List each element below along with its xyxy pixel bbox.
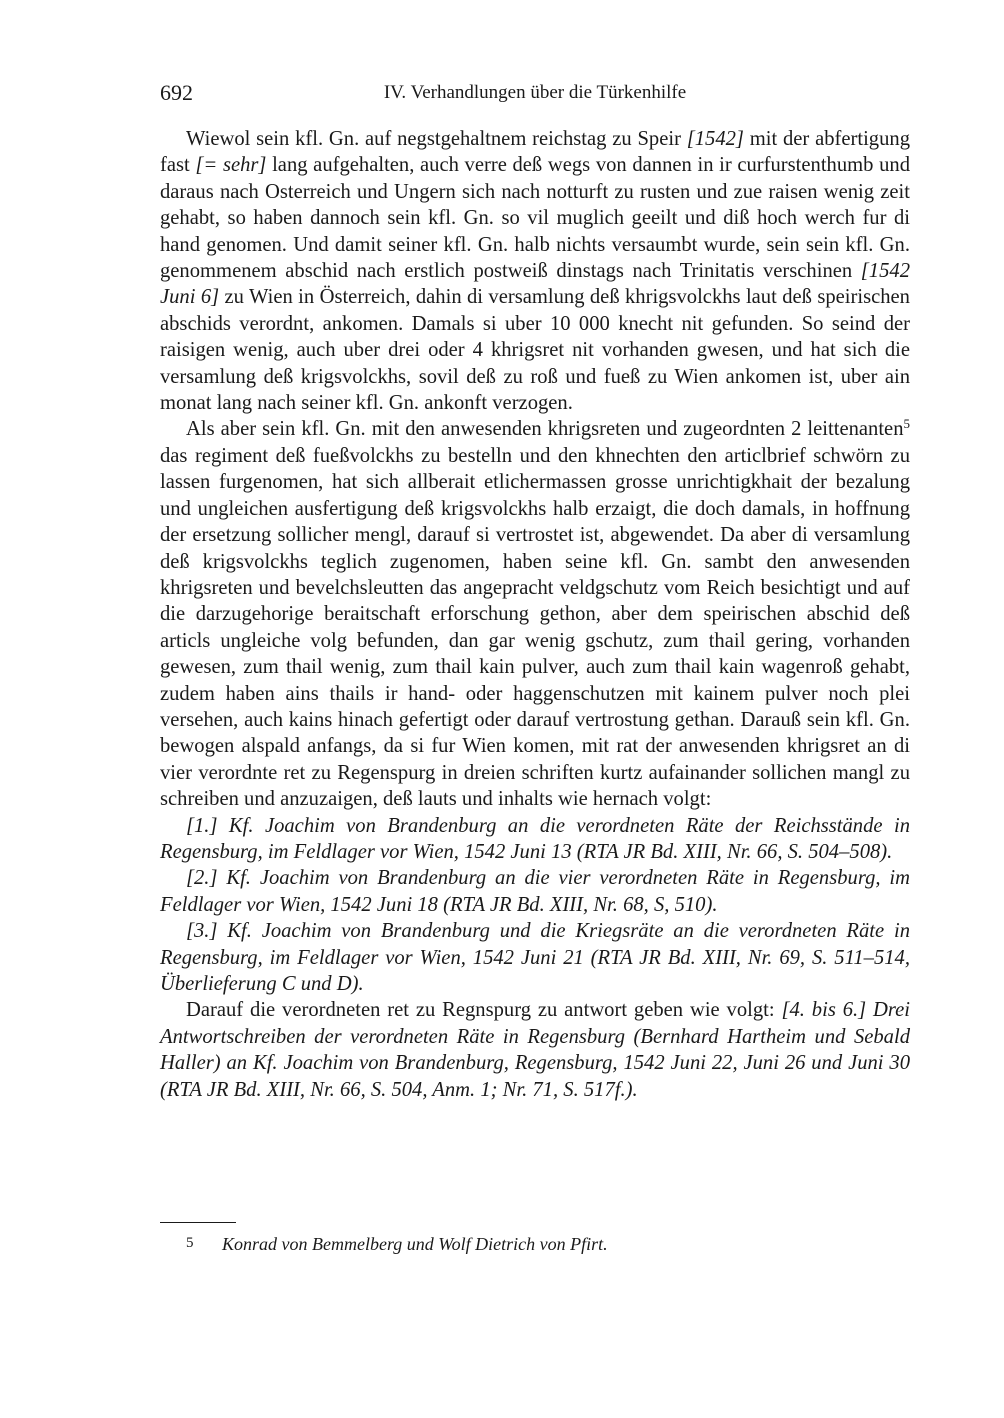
editorial-insert: [4. bis 6.] Drei Antwortschreiben der verordneten Räte in Regensburg (Bernhard Hartheim und Sebald Haller) an Kf. Joachim von Brandenburg, Regensburg, 1542 Juni 22, Juni 26 und Juni 30 (RTA JR Bd. XIII, Nr. 66, S. 504, Anm. 1; Nr. 71, S. 517f.).: [160, 999, 911, 1101]
paragraph-2: [160, 416, 910, 812]
text-run: mit der abfertigung fast: [160, 128, 910, 177]
footnote-5: [160, 1231, 910, 1256]
page-header: [160, 80, 910, 110]
editorial-insert: [1542]: [686, 128, 744, 150]
text-run: zu Wien in Österreich, dahin di versamlung deß khrigsvolckhs laut deß speirischen abschids verordnt, ankomen. Damals si uber 10 000 knecht nit gefunden. So seind der raisigen wenig, auch uber drei oder 4 khrigsret nit vorhanden gwesen, und hat sich die versamlung deß krigsvolckhs, sovil deß zu roß und fueß zu Wien ankomen ist, uber ain monat lang nach seiner kfl. Gn. ankonft verzogen.: [160, 286, 910, 415]
footnote-text: Konrad von Bemmelberg und Wolf Dietrich von Pfirt.: [222, 1234, 608, 1254]
text-run: Als aber sein kfl. Gn. mit den anwesenden khrigsreten und zugeordnten 2 leittenanten: [186, 418, 904, 441]
page-number: 692: [160, 80, 193, 105]
document-reference-1: [1.] Kf. Joachim von Brandenburg an die verordneten Räte der Reichsstände in Regensburg, im Feldlager vor Wien, 1542 Juni 13 (RTA JR Bd. XIII, Nr. 66, S. 504–508).: [160, 814, 910, 863]
text-run: das regiment deß fueßvolckhs zu bestelln und den khnechten den articlbrief schwörn zu lassen furgenomen, hat sich allberait etlichermassen grosse unrichtigkhait der bezalung und ungleichen ausfertigung deß krigsvolckhs halb erzaigt, die doch damals, in hoffnung der ersetzung sollicher mengl, darauf si vertrostet ist, abgewendet. Da aber di versamlung deß krigsvolckhs teglich zugenomen, haben seine kfl. Gn. sambt den anwesenden khrigsreten und bevelchsleutten das angepracht veldgschutz vom Reich besichtigt und auf die darzugehorige beraitschaft erforschung gethon, aber dem speirischen abschid deß articls ungleiche volg befunden, dan gar wenig gschutz, zum thail gering, vorhanden gewesen, zum thail wenig, zum thail kain pulver, auch zum thail kain wagenroß gehabt, zudem haben ains thails ir hand- oder haggenschutzen mit kainem pulver noch plei versehen, auch kains hinach gefertigt oder darauf vertrostung gethan. Darauß sein kfl. Gn. bewogen alspald anfangs, da si fur Wien komen, mit rat der anwesenden khrigsret an di vier verordnte ret zu Regenspurg in dreien schriften kurtz aufainander sollichen mangl zu schreiben und anzuzaigen, deß lauts und inhalts wie hernach volgt:: [160, 444, 910, 811]
editorial-insert: [1542 Juni 6]: [160, 260, 910, 309]
text-run: Wiewol sein kfl. Gn. auf negstgehaltnem reichstag zu Speir: [186, 128, 687, 150]
footnote-number: 5: [186, 1235, 194, 1251]
footnotes: [160, 1222, 910, 1256]
page: [160, 80, 910, 1103]
document-reference-3: [3.] Kf. Joachim von Brandenburg und die Kriegsräte an die verordneten Räte in Regensburg, im Feldlager vor Wien, 1542 Juni 21 (RTA JR Bd. XIII, Nr. 69, S. 511–514, Überlieferung C und D).: [160, 920, 910, 995]
footnote-rule: [160, 1222, 236, 1223]
running-head: IV. Verhandlungen über die Türkenhilfe: [383, 82, 687, 103]
paragraph-last: [160, 997, 910, 1103]
editorial-insert: [= sehr]: [195, 154, 267, 177]
footnote-reference[interactable]: 5: [903, 416, 910, 432]
document-reference-2: [2.] Kf. Joachim von Brandenburg an die vier verordneten Räte in Regensburg, im Feldlager vor Wien, 1542 Juni 18 (RTA JR Bd. XIII, Nr. 68, S, 510).: [160, 867, 910, 916]
body-text: [160, 126, 910, 1103]
paragraph-1: [160, 126, 910, 416]
text-run: Darauf die verordneten ret zu Regnspurg zu antwort geben wie volgt:: [186, 999, 782, 1022]
text-run: lang aufgehalten, auch verre deß wegs von dannen in ir curfurstenthumb und daraus nach Osterreich und Ungern sich nach notturft zu rusten und zue raisen wenig zeit gehabt, so haben dannoch sein kfl. Gn. so vil muglich geeilt und diß hoch werch fur di hand genomen. Und damit seiner kfl. Gn. halb nichts versaumbt wurde, sein sein kfl. Gn. genommenem abschid nach erstlich postweiß dinstags nach Trinitatis verschinen: [160, 154, 911, 283]
